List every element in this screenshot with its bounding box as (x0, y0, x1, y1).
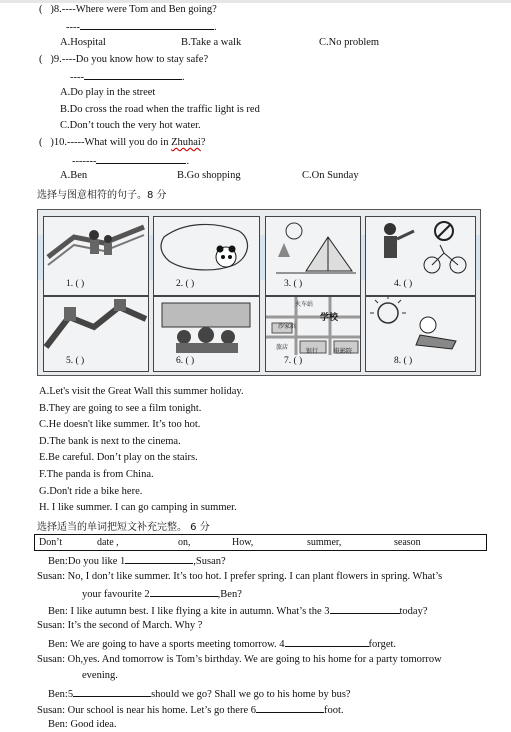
dialogue-text: ,Ben? (217, 589, 242, 600)
question-text: )8.----Where were Tom and Ben going? (50, 4, 217, 15)
dialogue-line-6 (48, 637, 396, 650)
dialogue-line-4 (48, 604, 428, 617)
dialogue-text: Ben: I like autumn best. I like flying a kite in autumn. What’s the 3 (48, 606, 330, 617)
map-label-station: 火车站 (295, 302, 314, 308)
china-map-panda-illustration (154, 217, 259, 279)
dialogue-text: should we go? Shall we go to his home by bus? (151, 689, 351, 700)
answer-line-9 (70, 70, 185, 83)
dialogue-text: Ben:Do you like 1 (48, 556, 126, 567)
picture-8 (365, 296, 476, 372)
picture-5 (43, 296, 149, 372)
option-c: C.On Sunday (302, 170, 359, 181)
dialogue-text: ,Susan? (193, 556, 226, 567)
dialogue-line-8: evening. (82, 670, 118, 681)
place-name: Zhuhai (171, 137, 201, 148)
picture-3 (265, 216, 361, 296)
answer-blank[interactable] (80, 20, 214, 30)
picture-2 (153, 216, 260, 296)
question-9 (39, 54, 208, 65)
dialogue-line-5: Susan: It’s the second of March. Why ? (37, 620, 203, 631)
option-b: B.Do cross the road when the traffic light is red (60, 104, 260, 115)
question-text: )9.----Do you know how to stay safe? (50, 54, 209, 65)
dialogue-text: today? (399, 606, 428, 617)
option-c: C.No problem (319, 37, 380, 48)
question-10 (39, 137, 206, 148)
option-a: A.Hospital (60, 37, 106, 48)
picture-label-4: 4. ( ) (394, 279, 413, 289)
answer-paren: ( (39, 137, 43, 148)
picture-label-7: 7. ( ) (284, 356, 303, 366)
dialogue-text: Susan: Our school is near his home. Let’s go there 6 (37, 705, 257, 716)
dialogue-text: Ben: We are going to have a sports meeting tomorrow. 4 (48, 639, 285, 650)
picture-grid (37, 209, 481, 376)
word-bank-item: season (394, 537, 421, 548)
option-c: C.Don’t touch the very hot water. (60, 120, 201, 131)
option-b: B.Go shopping (177, 170, 241, 181)
answer-blank[interactable] (96, 154, 186, 164)
sentence-h: H. I like summer. I can go camping in summer. (39, 502, 237, 513)
answer-prompt: ------- (72, 156, 97, 167)
word-bank-item: date , (97, 537, 119, 548)
top-edge-line (0, 0, 511, 3)
word-bank (34, 534, 487, 551)
period: . (182, 72, 185, 83)
option-b: B.Take a walk (181, 37, 242, 48)
answer-paren: ( (39, 54, 43, 65)
dialogue-line-1 (48, 554, 226, 567)
picture-label-3: 3. ( ) (284, 279, 303, 289)
map-label-shajiabang: 沙家浜 (278, 324, 297, 330)
sentence-d: D.The bank is next to the cinema. (39, 436, 181, 447)
dialogue-text: Ben:5 (48, 689, 74, 700)
sentence-c: C.He doesn't like summer. It’s too hot. (39, 419, 201, 430)
camping-tent-illustration (266, 217, 360, 279)
fill-blank-2[interactable] (150, 587, 218, 597)
no-cycling-sign-illustration (366, 217, 475, 279)
sentence-f: F.The panda is from China. (39, 469, 154, 480)
picture-6 (153, 296, 260, 372)
hot-summer-boy-illustration (366, 297, 475, 355)
answer-blank[interactable] (84, 70, 182, 80)
map-label-bank: 银行 (306, 349, 319, 355)
map-label-school: 学校 (320, 312, 339, 322)
dialogue-text: foot. (324, 705, 344, 716)
great-wall-family-illustration (44, 217, 148, 277)
fill-blank-6[interactable] (256, 703, 324, 713)
word-bank-item: How, (232, 537, 254, 548)
map-label-cinema: 电影院 (334, 349, 353, 355)
option-a: A.Ben (60, 170, 88, 181)
question-text: )10.-----What will you do in (50, 137, 172, 148)
dialogue-line-3 (82, 587, 242, 600)
answer-prompt: ---- (70, 72, 84, 83)
word-bank-item: Don’t (39, 537, 63, 548)
period: . (214, 22, 217, 33)
sentence-b: B.They are going to see a film tonight. (39, 403, 202, 414)
answer-prompt: ---- (66, 22, 80, 33)
fill-blank-4[interactable] (285, 637, 369, 647)
word-bank-item: summer, (307, 537, 342, 548)
word-bank-item: on, (178, 537, 191, 548)
dialogue-text: forget. (368, 639, 397, 650)
fill-blank-3[interactable] (330, 604, 400, 614)
great-wall-illustration (44, 297, 148, 353)
fill-blank-1[interactable] (125, 554, 193, 564)
option-a: A.Do play in the street (60, 87, 156, 98)
picture-label-2: 2. ( ) (176, 279, 195, 289)
sentence-g: G.Don't ride a bike here. (39, 486, 143, 497)
fill-blank-5[interactable] (73, 687, 151, 697)
cinema-family-illustration (154, 297, 259, 355)
picture-label-1: 1. ( ) (66, 279, 85, 289)
dialogue-line-2: Susan: No, I don’t like summer. It’s too hot. I prefer spring. I can plant flowers in spring. What’s (37, 571, 443, 582)
question-mark: ? (200, 137, 206, 148)
answer-line-8 (66, 20, 217, 33)
map-label-hotel: 旅店 (276, 345, 289, 351)
dialogue-text: your favourite 2 (82, 589, 150, 600)
sentence-a: A.Let's visit the Great Wall this summer holiday. (39, 386, 244, 397)
picture-label-5: 5. ( ) (66, 356, 85, 366)
picture-4 (365, 216, 476, 296)
picture-1 (43, 216, 149, 296)
picture-label-8: 8. ( ) (394, 356, 413, 366)
question-8 (39, 4, 217, 15)
section-heading-pictures: 选择与图意相符的句子。8 分 (37, 190, 167, 201)
answer-paren: ( (39, 4, 43, 15)
dialogue-line-9 (48, 687, 351, 700)
section-heading-fill-in: 选择适当的单词把短文补充完整。 6 分 (37, 522, 210, 533)
answer-line-10 (72, 154, 189, 167)
picture-label-6: 6. ( ) (176, 356, 195, 366)
sentence-e: E.Be careful. Don’t play on the stairs. (39, 452, 198, 463)
dialogue-line-10 (37, 703, 344, 716)
dialogue-line-11: Ben: Good idea. (48, 719, 117, 730)
period: . (186, 156, 190, 167)
dialogue-line-7: Susan: Oh,yes. And tomorrow is Tom’s birthday. We are going to his home for a party tomorrow (37, 654, 442, 665)
